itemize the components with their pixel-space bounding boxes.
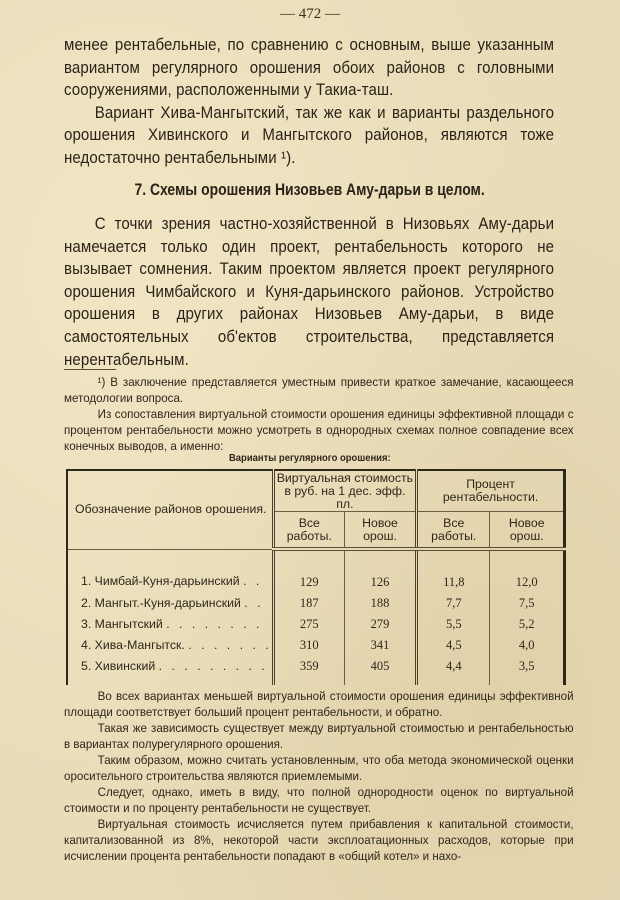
row-pct-new: 7,5: [490, 593, 565, 614]
row-cost-all: 187: [273, 593, 344, 614]
footnote-paragraph-7: Виртуальная стоимость исчисляется путем прибавления к капитальной стоимости, капитализованной из 8%, некоторой части эксплоатационных расходов, которые при исчислении процента рентабельности попадают в «общий котел» и нахо-: [64, 817, 574, 863]
intro-paragraph-2: Вариант Хива-Мангытский, так же как и варианты раздельного орошения Хивинского и Мангытского районов, являются тоже недостаточно рентабельными ¹).: [64, 103, 555, 167]
footnote-paragraph-4: Такая же зависимость существует между виртуальной стоимостью и рентабельностью в вариантах полурегулярного орошения.: [64, 721, 574, 751]
footnote-paragraph-6: Следует, однако, иметь в виду, что полной однородности оценок по виртуальной стоимости и по проценту рентабельности не существует.: [64, 785, 574, 815]
section-heading: [0, 180, 620, 200]
row-cost-all: 129: [273, 549, 344, 593]
row-pct-all: 11,8: [417, 549, 490, 593]
footnote-paragraph-5: Таким образом, можно считать установленным, что оба метода экономической оценки оросительного строительства являются приемлемыми.: [64, 753, 574, 783]
row-pct-new: 3,5: [490, 656, 565, 685]
row-pct-new: 12,0: [490, 549, 565, 593]
header-district: Обозначение районов орошения.: [67, 470, 273, 549]
footnote-separator: [64, 369, 116, 370]
page-number: — 472 —: [280, 6, 340, 22]
irrigation-variants-table: [66, 469, 566, 685]
header-profitability: Процент рентабельности.: [417, 470, 565, 512]
row-district: 3. Мангытский . . . . . . . .: [67, 614, 273, 635]
table-row: [67, 593, 565, 614]
row-cost-all: 275: [273, 614, 344, 635]
table-row: [67, 614, 565, 635]
footnote-conclusions: [64, 688, 574, 864]
section-heading-text: 7. Схемы орошения Низовьев Аму-дарьи в целом.: [134, 180, 486, 199]
header-cost-new-irrigation: Новое орош.: [344, 512, 416, 550]
intro-text: [64, 34, 554, 170]
footnote-paragraph-2: Из сопоставления виртуальной стоимости орошения единицы эффективной площади с процентом рентабельности можно усмотреть в однородных схемах полное совпадение всех конечных выводов, а именно:: [64, 407, 574, 453]
footnote-paragraph-3: Во всех вариантах меньшей виртуальной стоимости орошения единицы эффективной площади соответствует больший процент рентабельности, и обратно.: [64, 689, 574, 719]
table-row: [67, 635, 565, 656]
row-pct-new: 5,2: [490, 614, 565, 635]
header-virtual-cost: Виртуальная стоимость в руб. на 1 дес. эфф. пл.: [273, 470, 416, 512]
table-row: [67, 656, 565, 685]
row-cost-new: 188: [344, 593, 416, 614]
table-caption: [0, 452, 620, 464]
row-cost-new: 126: [344, 549, 416, 593]
section-paragraph: С точки зрения частно-хозяйственной в Низовьях Аму-дарьи намечается только один проект, рентабельность которого не вызывает сомнения. Таким проектом является проект регулярного орошения Чимбайского и Куня-дарьинского районов. Устройство орошения в других районах Низовьев Аму-дарьи, в виде самостоятельных об'ектов строительства, представляется нерентабельным.: [64, 215, 555, 369]
row-pct-all: 4,4: [417, 656, 490, 685]
footnote-paragraph-1: ¹) В заключение представляется уместным привести краткое замечание, касающееся методологии вопроса.: [64, 375, 574, 405]
table-caption-text: Варианты регулярного орошения:: [229, 452, 391, 464]
header-pct-new-irrigation: Новое орош.: [490, 512, 565, 550]
row-pct-all: 7,7: [417, 593, 490, 614]
header-cost-all-works: Все работы.: [273, 512, 344, 550]
row-district: 5. Хивинский . . . . . . . . .: [67, 656, 273, 685]
header-pct-all-works: Все работы.: [417, 512, 490, 550]
row-cost-new: 405: [344, 656, 416, 685]
section-body: [64, 213, 554, 371]
table-row: [67, 549, 565, 593]
intro-paragraph-1: менее рентабельные, по сравнению с основным, выше указанным вариантом регулярного орошения обоих районов с головными сооружениями, расположенными у Такиа-таш.: [64, 36, 555, 100]
row-cost-new: 341: [344, 635, 416, 656]
row-cost-new: 279: [344, 614, 416, 635]
row-district: 1. Чимбай-Куня-дарьинский . .: [67, 549, 273, 593]
row-cost-all: 310: [273, 635, 344, 656]
row-pct-all: 5,5: [417, 614, 490, 635]
row-district: 4. Хива-Мангытск. . . . . . . .: [67, 635, 273, 656]
row-district: 2. Мангыт.-Куня-дарьинский . .: [67, 593, 273, 614]
row-pct-all: 4,5: [417, 635, 490, 656]
row-cost-all: 359: [273, 656, 344, 685]
footnote-intro: [64, 374, 574, 454]
row-pct-new: 4,0: [490, 635, 565, 656]
